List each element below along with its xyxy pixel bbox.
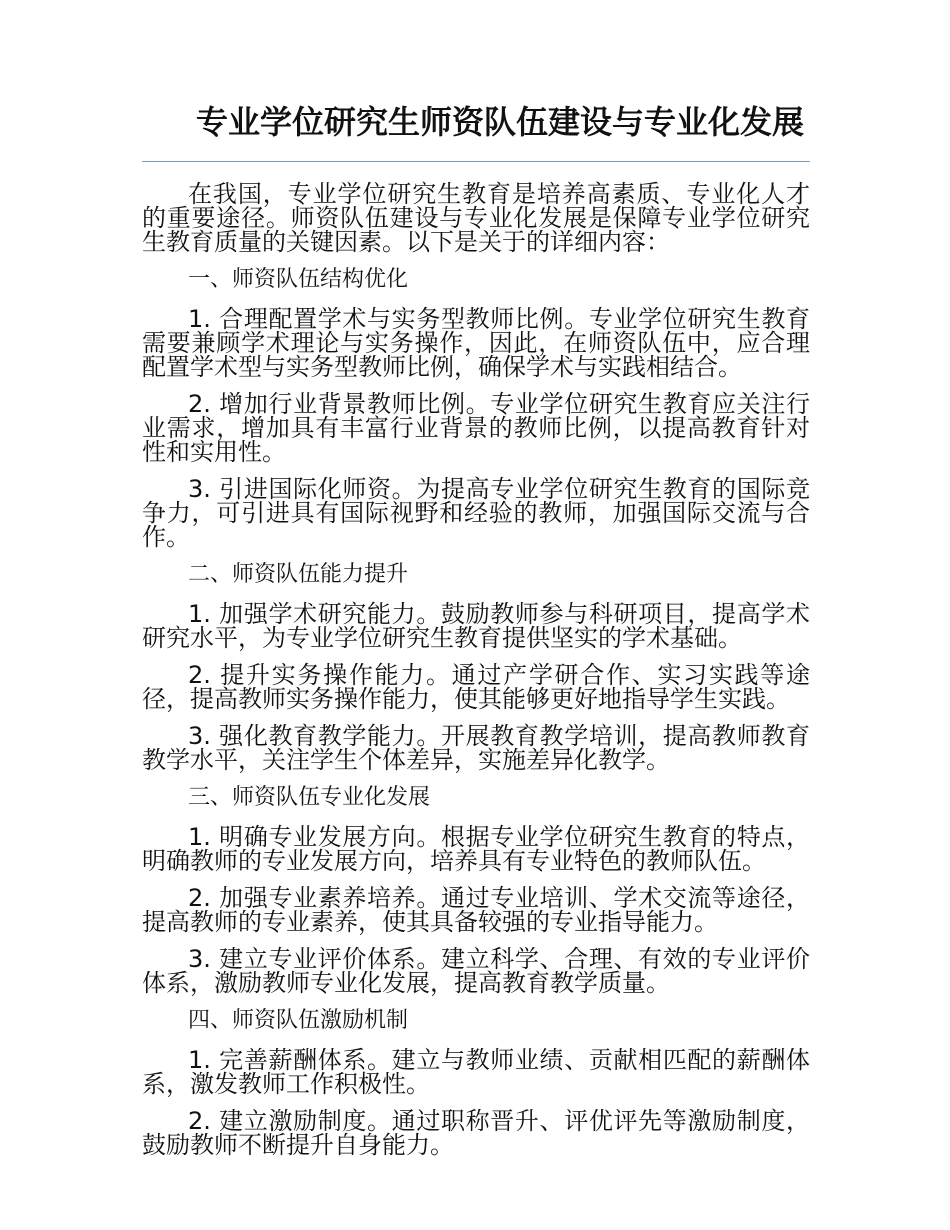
section-incentive — [142, 1008, 810, 1157]
document-body — [142, 182, 810, 1170]
section-heading: 二、师资队伍能力提升 — [188, 562, 409, 587]
section-paragraph: 3. 引进国际化师资。为提高专业学位研究生教育的国际竞争力，可引进具有国际视野和经验的教师，加强国际交流与合作。 — [142, 475, 810, 551]
title-divider — [142, 161, 810, 162]
section-heading: 三、师资队伍专业化发展 — [188, 785, 431, 810]
section-paragraph: 2. 加强专业素养培养。通过专业培训、学术交流等途径，提高教师的专业素养，使其具备较强的专业指导能力。 — [142, 884, 810, 936]
section-structure — [142, 267, 810, 549]
section-paragraph: 2. 提升实务操作能力。通过产学研合作、实习实践等途径，提高教师实务操作能力，使其能够更好地指导学生实践。 — [142, 661, 810, 713]
section-paragraph: 2. 增加行业背景教师比例。专业学位研究生教育应关注行业需求，增加具有丰富行业背景的教师比例，以提高教育针对性和实用性。 — [142, 390, 810, 466]
section-ability — [142, 562, 810, 772]
section-paragraph: 3. 强化教育教学能力。开展教育教学培训，提高教师教育教学水平，关注学生个体差异，实施差异化教学。 — [142, 722, 810, 774]
section-paragraph: 3. 建立专业评价体系。建立科学、合理、有效的专业评价体系，激励教师专业化发展，提高教育教学质量。 — [142, 945, 810, 997]
section-professionalization — [142, 785, 810, 995]
section-heading: 四、师资队伍激励机制 — [188, 1008, 409, 1033]
section-heading: 一、师资队伍结构优化 — [188, 267, 409, 292]
section-paragraph: 2. 建立激励制度。通过职称晋升、评优评先等激励制度，鼓励教师不断提升自身能力。 — [142, 1107, 810, 1159]
section-paragraph: 1. 明确专业发展方向。根据专业学位研究生教育的特点，明确教师的专业发展方向，培养具有专业特色的教师队伍。 — [142, 823, 810, 875]
intro-paragraph: 在我国，专业学位研究生教育是培养高素质、专业化人才的重要途径。师资队伍建设与专业化发展是保障专业学位研究生教育质量的关键因素。以下是关于的详细内容： — [142, 180, 810, 256]
section-paragraph: 1. 合理配置学术与实务型教师比例。专业学位研究生教育需要兼顾学术理论与实务操作，因此，在师资队伍中，应合理配置学术型与实务型教师比例，确保学术与实践相结合。 — [142, 305, 810, 381]
section-paragraph: 1. 加强学术研究能力。鼓励教师参与科研项目，提高学术研究水平，为专业学位研究生教育提供坚实的学术基础。 — [142, 600, 810, 652]
document-title: 专业学位研究生师资队伍建设与专业化发展 — [195, 103, 804, 141]
section-paragraph: 1. 完善薪酬体系。建立与教师业绩、贡献相匹配的薪酬体系，激发教师工作积极性。 — [142, 1046, 810, 1098]
